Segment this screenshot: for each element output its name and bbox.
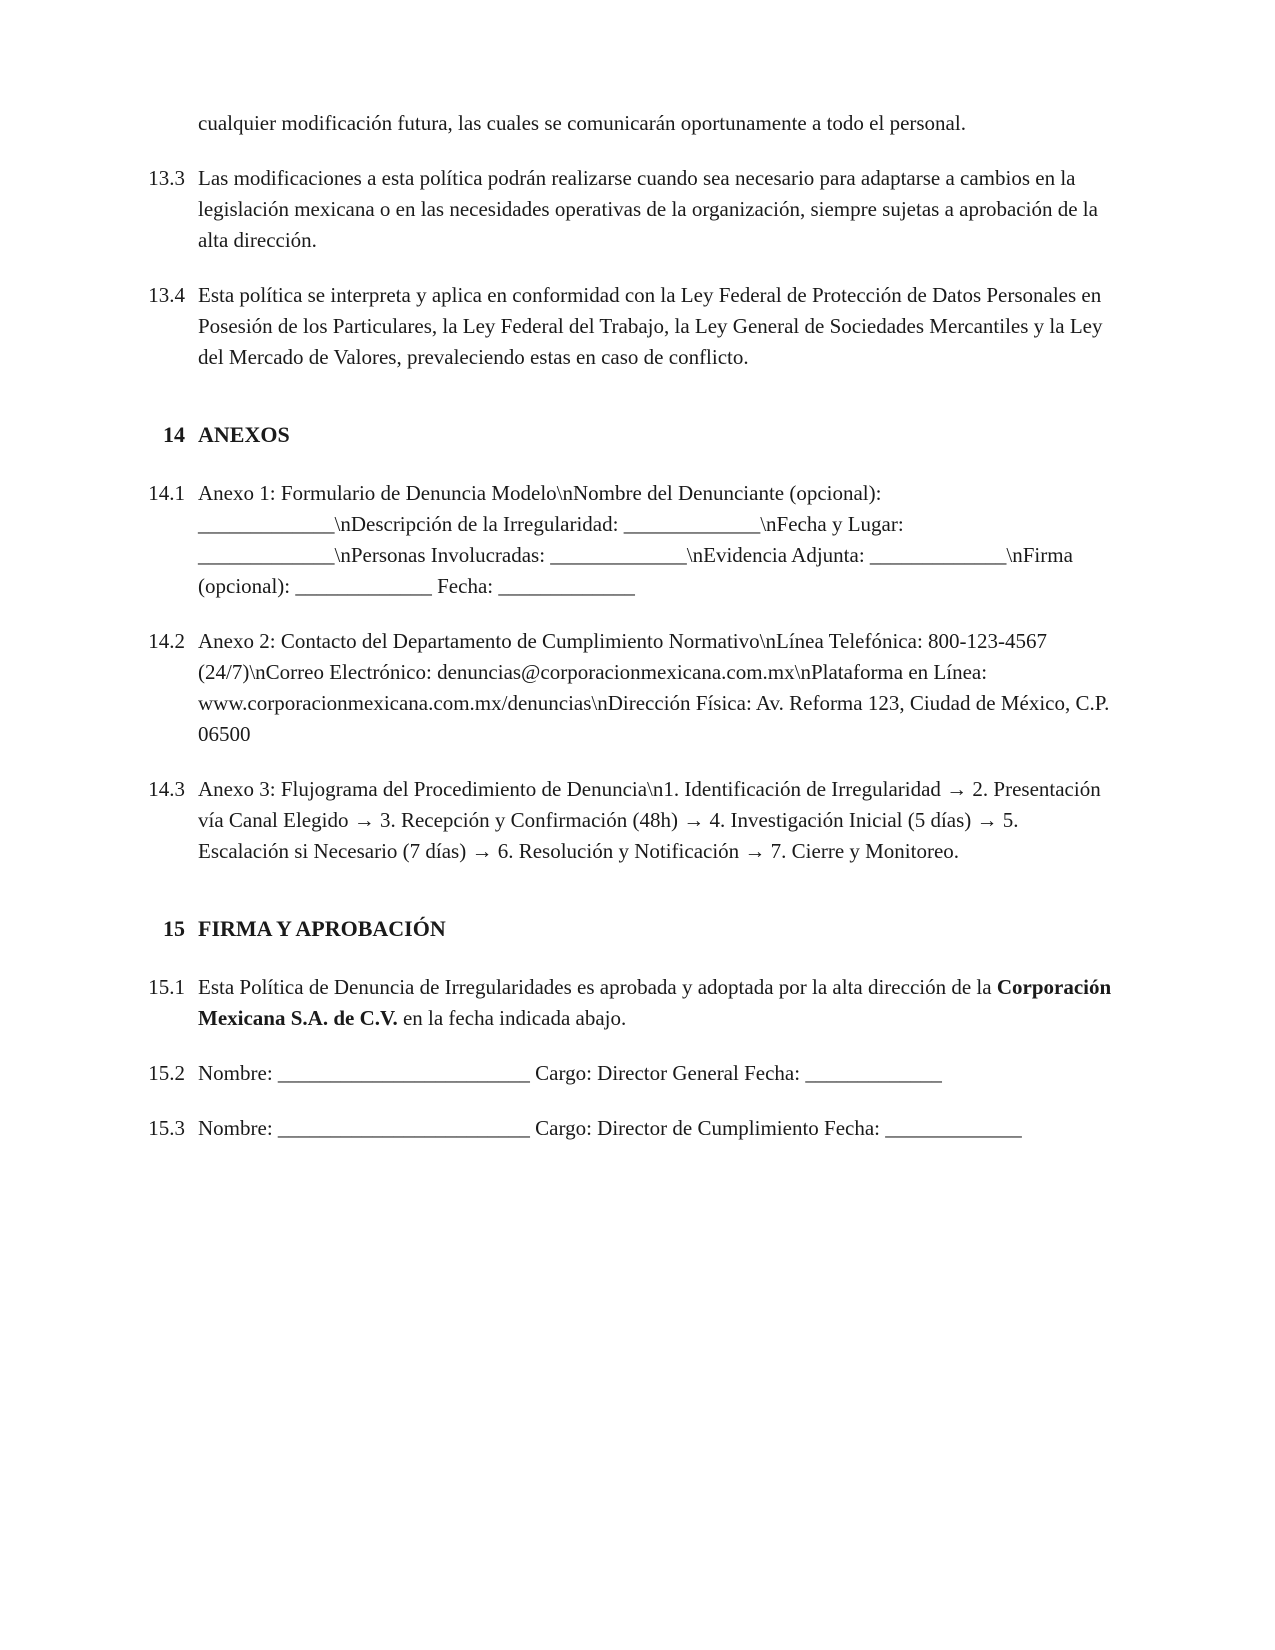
item-text bbox=[198, 1113, 1112, 1144]
text-segment: Anexo 3: Flujograma del Procedimiento de Denuncia\n1. Identificación de Irregularidad → 2. Presentación vía Canal Elegido → 3. Recepción y Confirmación (48h) → 4. Investigación Inicial (5 días) → 5. Escalación si Necesario (7 días) → 6. Resolución y Notificación → 7. Cierre y Monitoreo. bbox=[198, 777, 1101, 863]
item-number: 14.2 bbox=[148, 629, 185, 653]
numbered-item bbox=[135, 163, 1112, 256]
numbered-item bbox=[135, 1058, 1112, 1089]
item-text bbox=[198, 774, 1112, 867]
text-segment: Anexo 2: Contacto del Departamento de Cumplimiento Normativo\nLínea Telefónica: 800-123-4567 (24/7)\nCorreo Electrónico: denuncias@corporacionmexicana.com.mx\nPlataforma en Línea: www.corporacionmexicana.com.mx/denuncias\nDirección Física: Av. Reforma 123, Ciudad de México, C.P. 06500 bbox=[198, 629, 1110, 746]
item-number: 15.2 bbox=[148, 1061, 185, 1085]
item-text bbox=[198, 108, 1112, 139]
item-number: 13.4 bbox=[148, 283, 185, 307]
item-text bbox=[198, 972, 1112, 1034]
text-segment-bold: Corporación Mexicana S.A. de C.V. bbox=[198, 975, 1112, 1030]
item-text bbox=[198, 626, 1112, 750]
text-segment: Esta Política de Denuncia de Irregularidades es aprobada y adoptada por la alta dirección de la bbox=[198, 975, 997, 999]
text-segment: en la fecha indicada abajo. bbox=[397, 1006, 627, 1030]
item-number: 14.3 bbox=[148, 777, 185, 801]
text-segment: Nombre: ________________________ Cargo: Director General Fecha: _____________ bbox=[198, 1061, 942, 1085]
item-text bbox=[198, 163, 1112, 256]
text-segment: Anexo 1: Formulario de Denuncia Modelo\nNombre del Denunciante (opcional): _____________\nDescripción de la Irregularidad: _____________\nFecha y Lugar: _____________\nPersonas Involucradas: _____________\nEvidencia Adjunta: _____________\nFirma (opcional): _____________ Fecha: _____________ bbox=[198, 481, 1073, 598]
item-text bbox=[198, 478, 1112, 602]
heading-label: ANEXOS bbox=[198, 422, 290, 447]
paragraph-continuation bbox=[135, 108, 1112, 139]
section-heading bbox=[135, 913, 1112, 944]
numbered-item bbox=[135, 478, 1112, 602]
item-number: 15.1 bbox=[148, 975, 185, 999]
item-text bbox=[198, 1058, 1112, 1089]
numbered-item bbox=[135, 280, 1112, 373]
numbered-item bbox=[135, 972, 1112, 1034]
item-number: 13.3 bbox=[148, 166, 185, 190]
numbered-item bbox=[135, 1113, 1112, 1144]
section-heading-text bbox=[198, 913, 1112, 944]
section-heading bbox=[135, 419, 1112, 450]
item-number: 15 bbox=[163, 916, 185, 941]
item-text bbox=[198, 280, 1112, 373]
text-segment: Esta política se interpreta y aplica en conformidad con la Ley Federal de Protección de Datos Personales en Posesión de los Particulares, la Ley Federal del Trabajo, la Ley General de Sociedades Mercantiles y la Ley del Mercado de Valores, prevaleciendo estas en caso de conflicto. bbox=[198, 283, 1103, 369]
text-segment: Las modificaciones a esta política podrán realizarse cuando sea necesario para adaptarse a cambios en la legislación mexicana o en las necesidades operativas de la organización, siempre sujetas a aprobación de la alta dirección. bbox=[198, 166, 1098, 252]
item-number: 15.3 bbox=[148, 1116, 185, 1140]
item-number bbox=[135, 108, 185, 139]
numbered-item bbox=[135, 774, 1112, 867]
item-number: 14 bbox=[163, 422, 185, 447]
text-segment: cualquier modificación futura, las cuales se comunicarán oportunamente a todo el personal. bbox=[198, 111, 966, 135]
document-body bbox=[135, 108, 1112, 1144]
heading-label: FIRMA Y APROBACIÓN bbox=[198, 916, 446, 941]
numbered-item bbox=[135, 626, 1112, 750]
item-number: 14.1 bbox=[148, 481, 185, 505]
text-segment: Nombre: ________________________ Cargo: Director de Cumplimiento Fecha: _____________ bbox=[198, 1116, 1022, 1140]
section-heading-text bbox=[198, 419, 1112, 450]
